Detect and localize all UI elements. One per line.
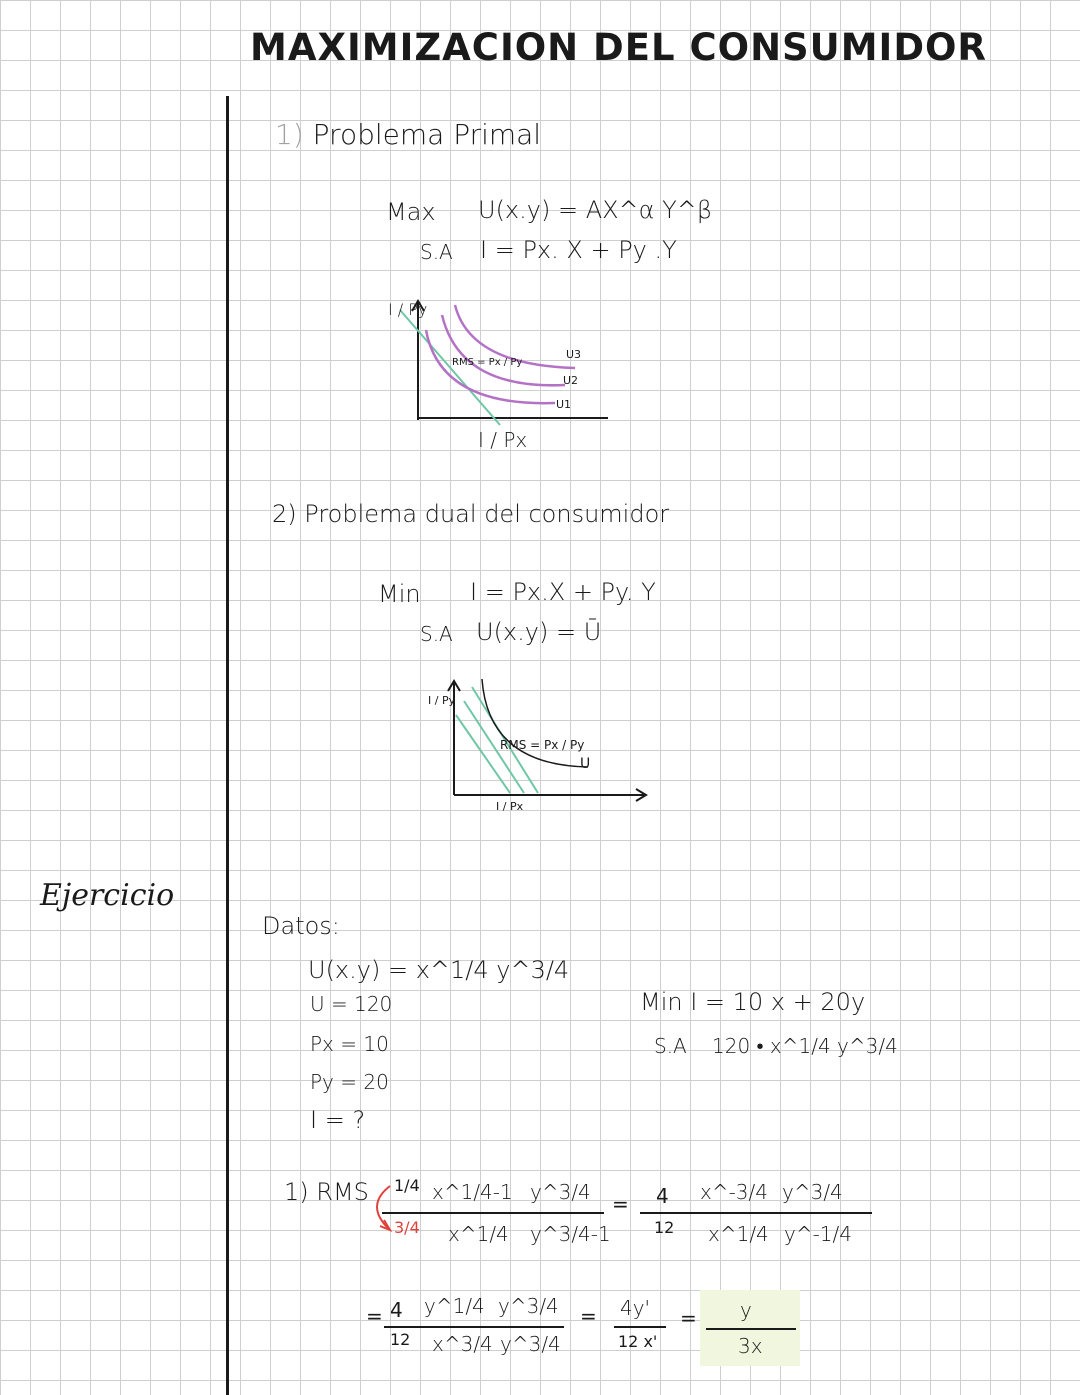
row2-den-x: x^3/4 bbox=[432, 1332, 493, 1356]
rms-result-num-x: x^-3/4 bbox=[700, 1180, 768, 1204]
row2-coef-top: 4 bbox=[390, 1298, 403, 1322]
rms-result-fraction-line bbox=[640, 1212, 872, 1214]
section1-number: 1) bbox=[275, 118, 304, 151]
primal-rms-label: RMS = Px / Py bbox=[452, 357, 523, 368]
row2-fraction-line bbox=[384, 1326, 564, 1328]
datos-px: Px = 10 bbox=[310, 1032, 389, 1056]
side-label: Ejercicio bbox=[40, 878, 175, 913]
rms-den-y: y^3/4-1 bbox=[530, 1222, 611, 1246]
rms-fraction-line bbox=[382, 1212, 604, 1214]
rms-coef-bottom: 3/4 bbox=[394, 1218, 420, 1237]
dual-y-intercept: I / Py bbox=[428, 694, 456, 707]
rms-label: 1) RMS bbox=[284, 1178, 369, 1206]
section1-heading bbox=[275, 118, 541, 151]
section2-constraint: U(x.y) = Ū bbox=[476, 618, 602, 646]
section1-objective-word: Max bbox=[386, 198, 436, 226]
row2-num-y2: y^3/4 bbox=[498, 1294, 559, 1318]
budget-line-1 bbox=[456, 715, 510, 793]
rms-coef-top: 1/4 bbox=[394, 1176, 420, 1195]
label-u1: U1 bbox=[556, 398, 572, 411]
datos-income: I = ? bbox=[310, 1106, 366, 1134]
min-objective: Min I = 10 x + 20y bbox=[640, 988, 866, 1016]
section1-objective: U(x.y) = AX^α Y^β bbox=[478, 196, 713, 224]
section2-number: 2) bbox=[272, 500, 297, 528]
row2-mid-den: 12 x' bbox=[618, 1332, 658, 1351]
row2-num-y1: y^1/4 bbox=[424, 1294, 485, 1318]
section2-objective: I = Px.X + Py. Y bbox=[470, 578, 656, 606]
row2-mid-fraction-line bbox=[614, 1326, 666, 1328]
row2-mid-num: 4y' bbox=[620, 1296, 651, 1320]
rms-result-den-x: x^1/4 bbox=[708, 1222, 769, 1246]
primal-y-intercept: I / Py bbox=[388, 300, 428, 319]
rms-result-coef-top: 4 bbox=[656, 1184, 669, 1208]
curve-u2 bbox=[442, 315, 565, 385]
datos-utility-level: U = 120 bbox=[310, 992, 393, 1016]
margin-line bbox=[226, 96, 229, 1395]
min-constraint: 120 • x^1/4 y^3/4 bbox=[712, 1034, 898, 1058]
rms-result-num-y: y^3/4 bbox=[782, 1180, 843, 1204]
dual-x-intercept: I / Px bbox=[496, 800, 524, 813]
equals-sign-4: = bbox=[680, 1306, 697, 1330]
label-u3: U3 bbox=[566, 348, 582, 361]
final-result-num: y bbox=[740, 1298, 752, 1322]
section1-constraint: I = Px. X + Py .Y bbox=[480, 236, 677, 264]
red-arrow-icon bbox=[364, 1178, 394, 1238]
section1-heading-text: Problema Primal bbox=[312, 118, 542, 151]
rms-result-den-y: y^-1/4 bbox=[784, 1222, 852, 1246]
rms-result-coef-bottom: 12 bbox=[654, 1218, 675, 1237]
section2-heading-text: Problema dual del consumidor bbox=[304, 500, 670, 528]
section2-objective-word: Min bbox=[378, 580, 421, 608]
primal-x-intercept: I / Px bbox=[478, 428, 528, 452]
row2-den-y: y^3/4 bbox=[500, 1332, 561, 1356]
section2-constraint-word: S.A bbox=[420, 622, 453, 646]
dual-curve-label: U bbox=[580, 756, 591, 772]
datos-py: Py = 20 bbox=[310, 1070, 389, 1094]
page-title: MAXIMIZACION DEL CONSUMIDOR bbox=[250, 26, 987, 69]
label-u2: U2 bbox=[563, 374, 579, 387]
datos-heading: Datos: bbox=[262, 912, 340, 940]
primal-graph bbox=[380, 295, 620, 485]
datos-utility: U(x.y) = x^1/4 y^3/4 bbox=[308, 956, 570, 984]
equals-sign-1: = bbox=[612, 1192, 629, 1216]
min-constraint-word: S.A bbox=[654, 1034, 687, 1058]
row2-coef-bottom: 12 bbox=[390, 1330, 411, 1349]
section1-constraint-word: S.A bbox=[420, 240, 453, 264]
final-fraction-line bbox=[706, 1328, 796, 1330]
equals-sign-2: = bbox=[366, 1304, 383, 1328]
rms-num-y: y^3/4 bbox=[530, 1180, 591, 1204]
section2-heading bbox=[272, 500, 669, 528]
dual-rms-label: RMS = Px / Py bbox=[500, 738, 585, 752]
rms-num-x: x^1/4-1 bbox=[432, 1180, 513, 1204]
equals-sign-3: = bbox=[580, 1304, 597, 1328]
final-result-den: 3x bbox=[738, 1334, 763, 1358]
rms-den-x: x^1/4 bbox=[448, 1222, 509, 1246]
